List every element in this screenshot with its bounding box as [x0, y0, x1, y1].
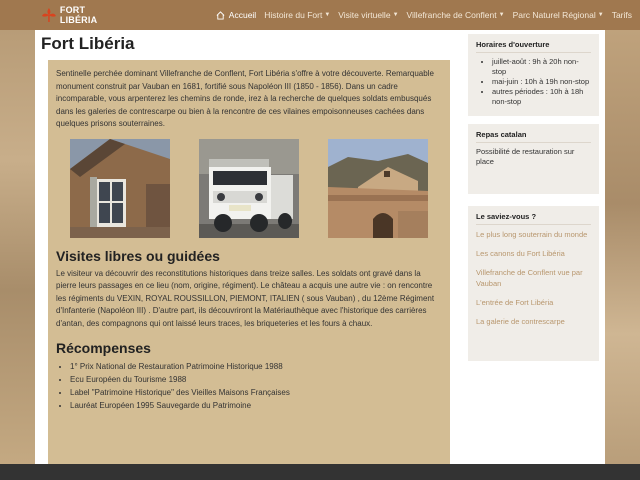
link-canons[interactable]: Les canons du Fort Libéria — [476, 249, 565, 258]
meal-card — [468, 124, 599, 194]
nav-menu — [216, 0, 640, 30]
nav-item-label: Parc Naturel Régional — [512, 10, 596, 20]
navbar — [0, 0, 640, 30]
section-title-recompenses: Récompenses — [56, 340, 151, 356]
nav-item-label: Villefranche de Conflent — [406, 10, 497, 20]
footer-bar — [0, 464, 640, 480]
nav-item-label: Histoire du Fort — [264, 10, 323, 20]
content-box — [48, 60, 450, 478]
list-item: • Lauréat Européen 1995 Sauvegarde du Patrimoine — [70, 399, 442, 412]
list-item: • Ecu Européen du Tourisme 1988 — [70, 373, 442, 386]
did-you-know-title: Le saviez-vous ? — [476, 212, 591, 225]
meal-title: Repas catalan — [476, 130, 591, 143]
intro-text: Sentinelle perchée dominant Villefranche de Conflent, Fort Libéria s'offre à votre découverte. Remarquable monument construit par Vauban en 1681, fortifié sous Napoléon III (1850 - 1856). Dans un cadre incomparable, vous arpenterez les chemins de ronde, irez à la recherche de quelques soldats embusqués dans les galeries de contrescarpe ou bien à la rencontre de ces vilaines empoisonneuses cachées dans quelques prisons souterraines. — [56, 69, 434, 128]
nav-item-label: Accueil — [228, 10, 257, 20]
photo-row — [70, 139, 428, 238]
background-left — [0, 30, 40, 464]
land-rover-photo[interactable] — [199, 139, 299, 238]
hours-title: Horaires d'ouverture — [476, 40, 591, 53]
did-you-know-card — [468, 206, 599, 361]
section-title-visites: Visites libres ou guidées — [56, 247, 220, 264]
stone-house-window-photo[interactable] — [70, 139, 170, 238]
nav-item-tarifs[interactable] — [612, 10, 632, 20]
brand-name: FORT LIBÉRIA — [59, 5, 98, 25]
caret-down-icon: ▼ — [324, 12, 331, 18]
hours-card — [468, 34, 599, 116]
link-entree[interactable]: L'entrée de Fort Libéria — [476, 298, 554, 307]
awards-list — [56, 360, 442, 412]
hours-list — [476, 57, 591, 107]
page-title: Fort Libéria — [41, 34, 135, 53]
fleur-logo-icon — [41, 7, 57, 23]
home-icon — [216, 11, 225, 20]
list-item: • mai-juin : 10h à 19h non-stop — [492, 77, 591, 87]
nav-item-label: Tarifs — [611, 10, 632, 20]
nav-item-visite[interactable] — [338, 10, 398, 20]
fort-walls-photo[interactable] — [328, 139, 428, 238]
list-item: • autres périodes : 10h à 18h non-stop — [492, 87, 591, 107]
nav-item-label: Visite virtuelle — [338, 10, 391, 20]
list-item: • Label "Patrimoine Historique" des Vieilles Maisons Françaises — [70, 386, 442, 399]
list-item: • 1° Prix National de Restauration Patrimoine Historique 1988 — [70, 360, 442, 373]
link-vauban[interactable]: Villefranche de Conflent vue par Vauban — [476, 268, 583, 288]
background-right — [600, 30, 640, 464]
link-galerie[interactable]: La galerie de contrescarpe — [476, 317, 565, 326]
list-item: • juillet-août : 9h à 20h non-stop — [492, 57, 591, 77]
caret-down-icon: ▼ — [498, 12, 505, 18]
main-content — [35, 30, 605, 464]
caret-down-icon: ▼ — [392, 12, 399, 18]
nav-item-accueil[interactable] — [216, 10, 256, 20]
nav-item-histoire[interactable] — [264, 10, 330, 20]
link-souterrain[interactable]: Le plus long souterrain du monde — [476, 230, 588, 239]
visites-text: Le visiteur va découvrir des reconstitutions historiques dans treize salles. Les soldats ont gravé dans la pierre leurs passages en ce lieu (nom, origine, régiment). Le château a acquis une autre vie : on rencontre les régiments du VEXIN, ROYAL ROUSSILLON, PIEMONT, ITALIEN ( sous Vauban) , du 12ème Régiment d'Infanterie (Napoléon III) . D'autre part, ils découvriront la Matériauthèque avec l'historique des carrières d'antan, des compagnons qui ont laissé leurs traces, les briqueteries et les fours à chaux. — [56, 268, 435, 328]
nav-item-parc[interactable] — [513, 10, 604, 20]
brand[interactable] — [41, 0, 125, 30]
nav-item-villefranche[interactable] — [407, 10, 505, 20]
caret-down-icon: ▼ — [597, 12, 604, 18]
meal-text: Possibilité de restauration sur place — [476, 147, 575, 166]
